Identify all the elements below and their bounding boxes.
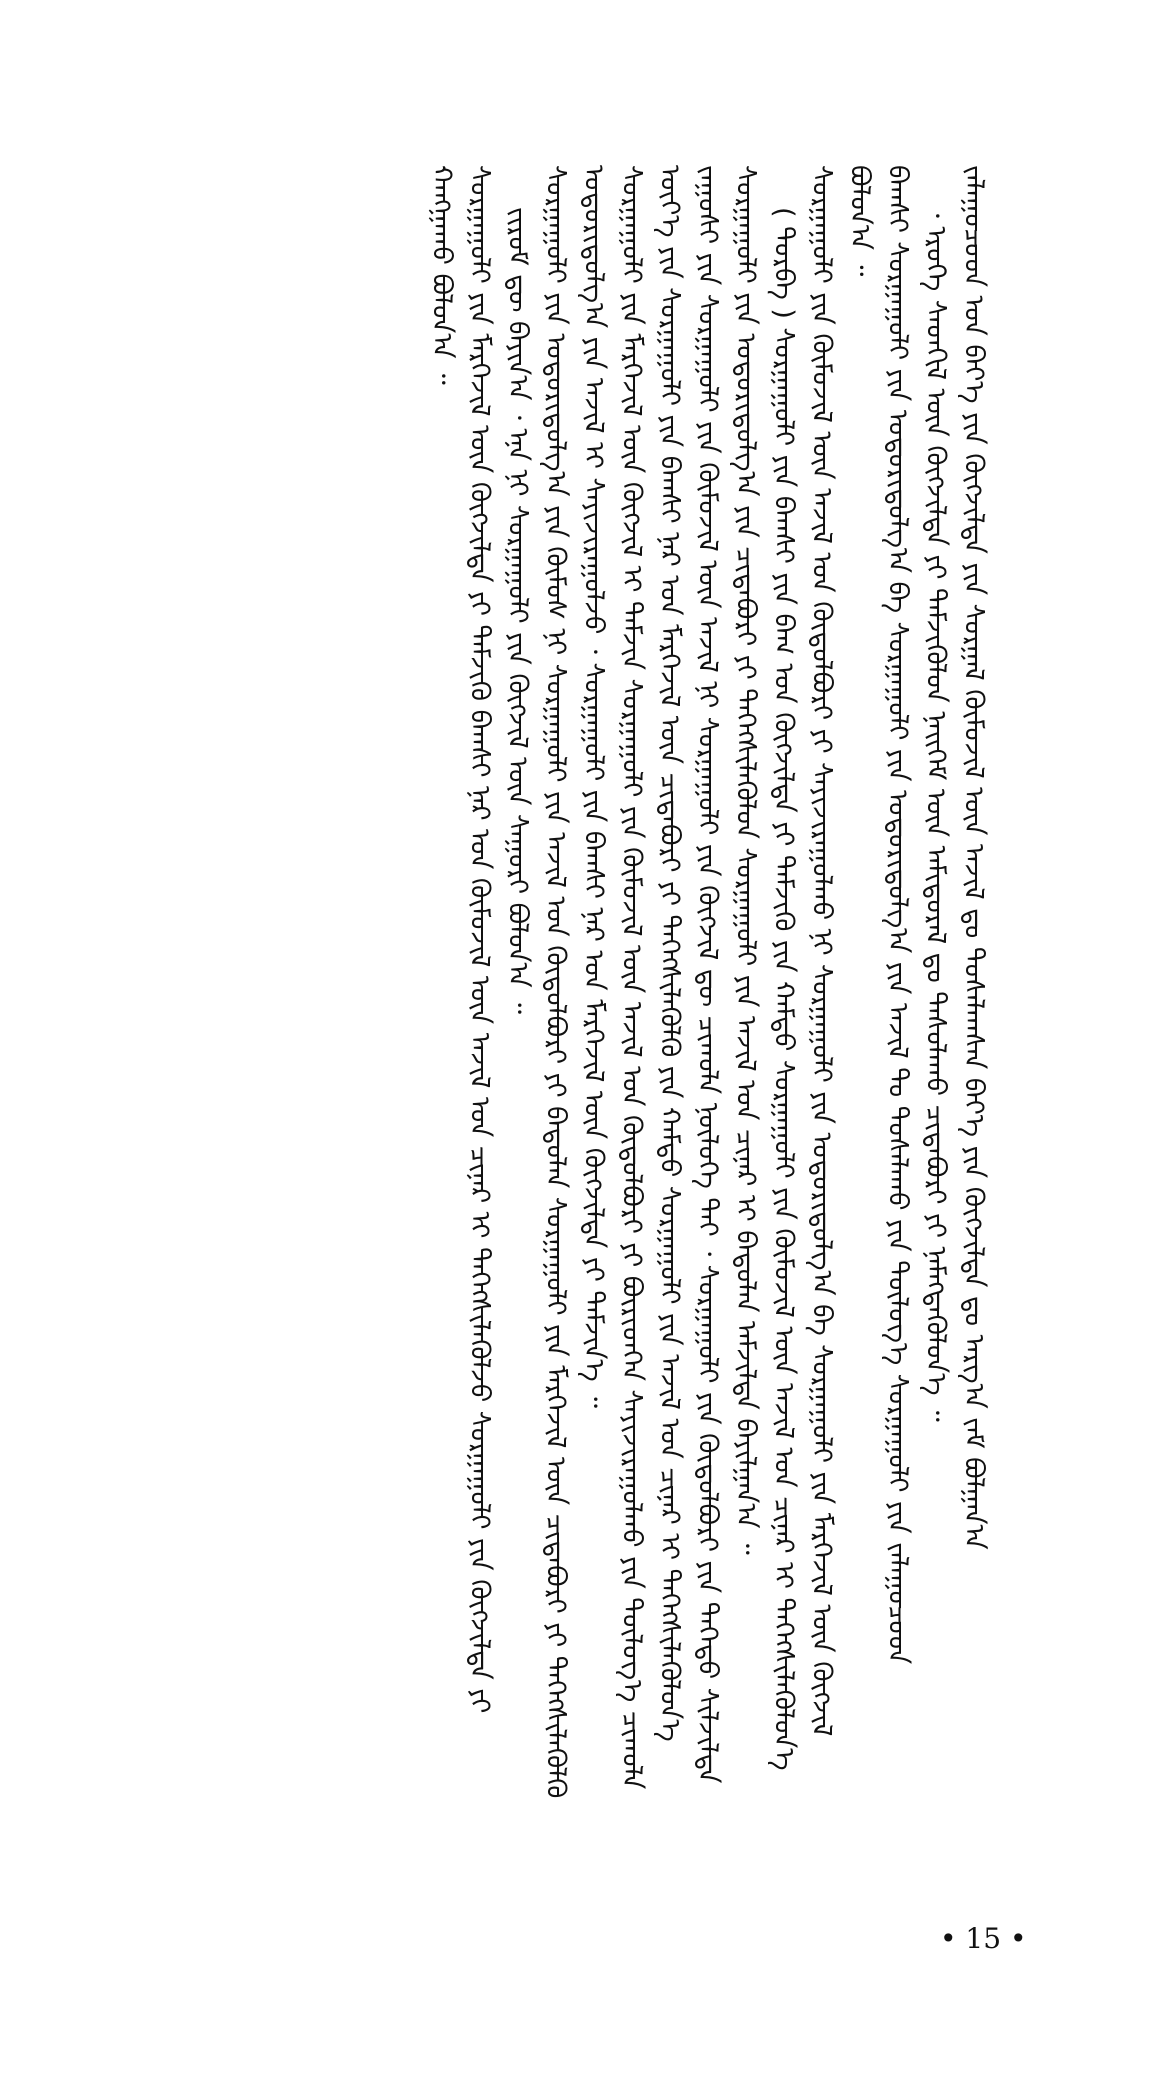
text-line: ᠰᠤᠷᠭᠠᠭᠤᠯᠢ ᠶᠢᠨ ᠤᠳᠤᠷᠢᠳᠤᠯᠭ᠎ᠠ ᠶᠢᠨ ᠬᠦᠮᠦᠰ ᠨᠢ ᠰᠤᠷᠭᠠᠭᠤᠯᠢ ᠶᠢᠨ ᠠᠵᠢᠯ ᠤᠨ ᠬᠥᠲᠥᠯᠪᠦᠷᠢ ᠶᠢ ᠪᠠᠲᠤᠯᠠᠨ ᠰᠤᠷᠭᠠᠭᠤᠯᠢ ᠶᠢᠨ ᠮᠡᠷᠭᠡᠵᠢᠯ ᠦᠨ ᠴᠢᠳᠠᠪᠤᠷᠢ ᠶᠢ ᠳᠡᠭᠡᠭᠰᠢᠯᠡᠭᠦᠯᠬᠦ — [540, 165, 571, 1799]
text-line: ᠬᠠᠩᠭᠠᠬᠤ ᠪᠣᠯᠤᠨ᠎ᠠ ᠃ — [426, 165, 457, 385]
page-number: • 15 • — [940, 1922, 1027, 1955]
text-line: ᠪᠠᠭᠰᠢ ᠰᠤᠷᠭᠠᠭᠤᠯᠢ ᠶᠢᠨ ᠤᠳᠤᠷᠢᠳᠤᠯᠭ᠎ᠠ ᠪᠠ ᠰᠤᠷᠭᠠᠭᠤᠯᠢ ᠶᠢᠨ ᠤᠳᠤᠷᠢᠳᠤᠯᠭ᠎ᠠ ᠶᠢᠨ ᠠᠵᠢᠯ ᠲᠤ ᠲᠤᠰᠠᠯᠠᠬᠤ ᠶᠢᠨ ᠲᠥᠯᠥᠭ᠎ᠡ ᠰᠤᠷᠭᠠᠭᠤᠯᠢ ᠶᠢᠨ ᠵᠠᠯᠠᠭᠤᠴᠤᠳ — [882, 165, 913, 1665]
text-line: ᠵᠢᠷᠤᠮ ᠳᠦ ᠪᠠᠶᠢᠨ᠎ᠠ ᠂ ᠡᠨᠡ ᠨᠢ ᠰᠤᠷᠭᠠᠭᠤᠯᠢ ᠶᠢᠨ ᠬᠥᠭᠵᠢᠯ ᠦᠨ ᠰᠠᠭᠤᠷᠢ ᠪᠣᠯᠤᠨ᠎ᠠ ᠃ — [502, 207, 533, 1014]
vertical-text-block — [150, 165, 990, 1975]
text-line: ᠰᠤᠷᠭᠠᠭᠤᠯᠢ ᠶᠢᠨ ᠮᠡᠷᠭᠡᠵᠢᠯ ᠦᠨ ᠬᠥᠭᠵᠢᠯᠲᠡ ᠶᠢ ᠳᠡᠮᠵᠢᠬᠦ ᠪᠠᠭᠰᠢ ᠨᠠᠷ ᠤᠨ ᠬᠦᠮᠦᠵᠢᠯ ᠦᠨ ᠠᠵᠢᠯ ᠤᠨ ᠴᠢᠨᠠᠷ ᠢ ᠳᠡᠭᠡᠭᠰᠢᠯᠡᠭᠦᠯᠵᠦ ᠰᠤᠷᠭᠠᠭᠤᠯᠢ ᠶᠢᠨ ᠬᠥᠭᠵᠢᠯᠲᠡ ᠶᠢ — [464, 165, 495, 1714]
text-line: ᠰᠤᠷᠭᠠᠭᠤᠯᠢ ᠶᠢᠨ ᠮᠡᠷᠭᠡᠵᠢᠯ ᠦᠨ ᠬᠥᠭᠵᠢᠯ ᠢ ᠳᠡᠮᠵᠢᠨ ᠰᠤᠷᠭᠠᠭᠤᠯᠢ ᠶᠢᠨ ᠬᠦᠮᠦᠵᠢᠯ ᠦᠨ ᠠᠵᠢᠯ ᠤᠨ ᠬᠥᠲᠥᠯᠪᠦᠷᠢ ᠶᠢ ᠪᠦᠷᠢᠳᠬᠡᠨ ᠰᠠᠶᠢᠵᠢᠷᠠᠭᠤᠯᠬᠤ ᠶᠢᠨ ᠲᠥᠯᠥᠭ᠎ᠡ ᠴᠢᠬᠤᠯᠠ — [616, 165, 647, 1790]
text-line: ( ᠳᠤᠷᠪᠡ ) ᠰᠤᠷᠭᠠᠭᠤᠯᠢ ᠶᠢᠨ ᠪᠠᠭᠰᠢ ᠶᠢᠨ ᠪᠠᠭ ᠤᠨ ᠬᠥᠭᠵᠢᠯᠲᠡ ᠶᠢ ᠳᠡᠮᠵᠢᠬᠦ ᠶᠢᠨ ᠬᠠᠮᠲᠤ ᠰᠤᠷᠭᠠᠭᠤᠯᠢ ᠶᠢᠨ ᠬᠦᠮᠦᠵᠢᠯ ᠦᠨ ᠠᠵᠢᠯ ᠤᠨ ᠴᠢᠨᠠᠷ ᠢ ᠳᠡᠭᠡᠭᠰᠢᠯᠡᠭᠦᠯᠦᠨ᠎ᠡ — [768, 207, 799, 1771]
text-line: ᠵᠠᠭᠤᠰᠢ ᠶᠢᠨ ᠰᠤᠷᠭᠠᠭᠤᠯᠢ ᠶᠢᠨ ᠬᠦᠮᠦᠵᠢᠯ ᠦᠨ ᠠᠵᠢᠯ ᠨᠢ ᠰᠤᠷᠭᠠᠭᠤᠯᠢ ᠶᠢᠨ ᠬᠥᠭᠵᠢᠯ ᠳᠦ ᠴᠢᠬᠤᠯᠠ ᠨᠥᠯᠥᠭᠡ ᠲᠠᠢ ᠂ ᠰᠤᠷᠭᠠᠭᠤᠯᠢ ᠶᠢᠨ ᠬᠥᠲᠥᠯᠪᠦᠷᠢ ᠶᠢᠨ ᠳᠡᠭᠡᠳᠦ ᠰᠢᠯᠵᠢᠯᠲᠡ — [692, 165, 723, 1784]
text-line: ᠂ ᠡᠷᠦᠬᠡ ᠰᠡᠳᠬᠢᠯ ᠦᠨ ᠬᠥᠭᠵᠢᠯᠲᠡ ᠶᠢ ᠳᠡᠮᠵᠢᠭᠦᠯᠦᠨ ᠨᠡᠢᠭᠡᠮ ᠦᠨ ᠠᠮᠢᠳᠤᠷᠠᠯ ᠳᠤ ᠳᠠᠰᠤᠯᠠᠬᠤ ᠴᠢᠳᠠᠪᠤᠷᠢ ᠶᠢ ᠨᠡᠮᠡᠭᠳᠡᠭᠦᠯᠦᠨ᠎ᠡ ᠃ — [920, 207, 951, 1422]
text-line: ᠤᠳᠤᠷᠢᠳᠤᠯᠭ᠎ᠠ ᠶᠢᠨ ᠠᠵᠢᠯ ᠢ ᠰᠠᠶᠢᠵᠢᠷᠠᠭᠤᠯᠵᠤ ᠂ ᠰᠤᠷᠭᠠᠭᠤᠯᠢ ᠶᠢᠨ ᠪᠠᠭᠰᠢ ᠨᠠᠷ ᠤᠨ ᠮᠡᠷᠭᠡᠵᠢᠯ ᠦᠨ ᠬᠥᠭᠵᠢᠯᠲᠡ ᠶᠢ ᠳᠡᠮᠵᠢᠨ᠎ᠡ ᠃ — [578, 165, 609, 1408]
text-line: ᠪᠤᠯᠤᠨ᠎ᠠ ᠃ — [844, 165, 875, 277]
text-line: ᠵᠠᠯᠠᠭᠤᠴᠤᠳ ᠤᠨ ᠪᠡᠶ᠎ᠡ ᠶᠢᠨ ᠬᠥᠭᠵᠢᠯᠲᠡ ᠶᠢᠨ ᠰᠤᠷᠭᠠᠯ ᠬᠦᠮᠦᠵᠢᠯ ᠦᠨ ᠠᠵᠢᠯ ᠳᠤ ᠲᠤᠰᠠᠯᠠᠭᠰᠠᠨ ᠪᠡᠶ᠎ᠡ ᠶᠢᠨ ᠬᠥᠭᠵᠢᠯᠲᠡ ᠳᠤ ᠠᠷᠭ᠎ᠠ ᠵᠠᠮ ᠪᠤᠯᠭᠠᠨ᠎ᠠ — [958, 165, 989, 1550]
text-line: ᠦᠶ᠎ᠡ ᠶᠢᠨ ᠰᠤᠷᠭᠠᠭᠤᠯᠢ ᠶᠢᠨ ᠪᠠᠭᠰᠢ ᠨᠠᠷ ᠤᠨ ᠮᠡᠷᠭᠡᠵᠢᠯ ᠦᠨ ᠴᠢᠳᠠᠪᠤᠷᠢ ᠶᠢ ᠳᠡᠭᠡᠭᠰᠢᠯᠡᠭᠦᠯᠬᠦ ᠶᠢᠨ ᠬᠠᠮᠲᠤ ᠰᠤᠷᠭᠠᠭᠤᠯᠢ ᠶᠢᠨ ᠠᠵᠢᠯ ᠤᠨ ᠴᠢᠨᠠᠷ ᠢ ᠳᠡᠭᠡᠭᠰᠢᠯᠡᠭᠦᠯᠦᠨ᠎ᠡ — [654, 165, 685, 1742]
text-line: ᠰᠤᠷᠭᠠᠭᠤᠯᠢ ᠶᠢᠨ ᠤᠳᠤᠷᠢᠳᠤᠯᠭ᠎ᠠ ᠶᠢᠨ ᠴᠢᠳᠠᠪᠤᠷᠢ ᠶᠢ ᠳᠡᠭᠡᠭᠰᠢᠯᠡᠭᠦᠯᠦᠨ ᠰᠤᠷᠭᠠᠭᠤᠯᠢ ᠶᠢᠨ ᠠᠵᠢᠯ ᠤᠨ ᠴᠢᠨᠠᠷ ᠢ ᠪᠠᠲᠤᠯᠠᠨ ᠠᠮᠵᠢᠯᠲᠠ ᠪᠠᠶᠢᠯᠭᠠᠨ᠎ᠠ ᠃ — [730, 165, 761, 1555]
text-line: ᠰᠤᠷᠭᠠᠭᠤᠯᠢ ᠶᠢᠨ ᠬᠦᠮᠦᠵᠢᠯ ᠦᠨ ᠠᠵᠢᠯ ᠤᠨ ᠬᠥᠲᠥᠯᠪᠦᠷᠢ ᠶᠢ ᠰᠠᠶᠢᠵᠢᠷᠠᠭᠤᠯᠬᠤ ᠨᠢ ᠰᠤᠷᠭᠠᠭᠤᠯᠢ ᠶᠢᠨ ᠤᠳᠤᠷᠢᠳᠤᠯᠭ᠎ᠠ ᠪᠠ ᠰᠤᠷᠭᠠᠭᠤᠯᠢ ᠶᠢᠨ ᠮᠡᠷᠭᠡᠵᠢᠯ ᠦᠨ ᠬᠥᠭᠵᠢᠯ — [806, 165, 837, 1737]
